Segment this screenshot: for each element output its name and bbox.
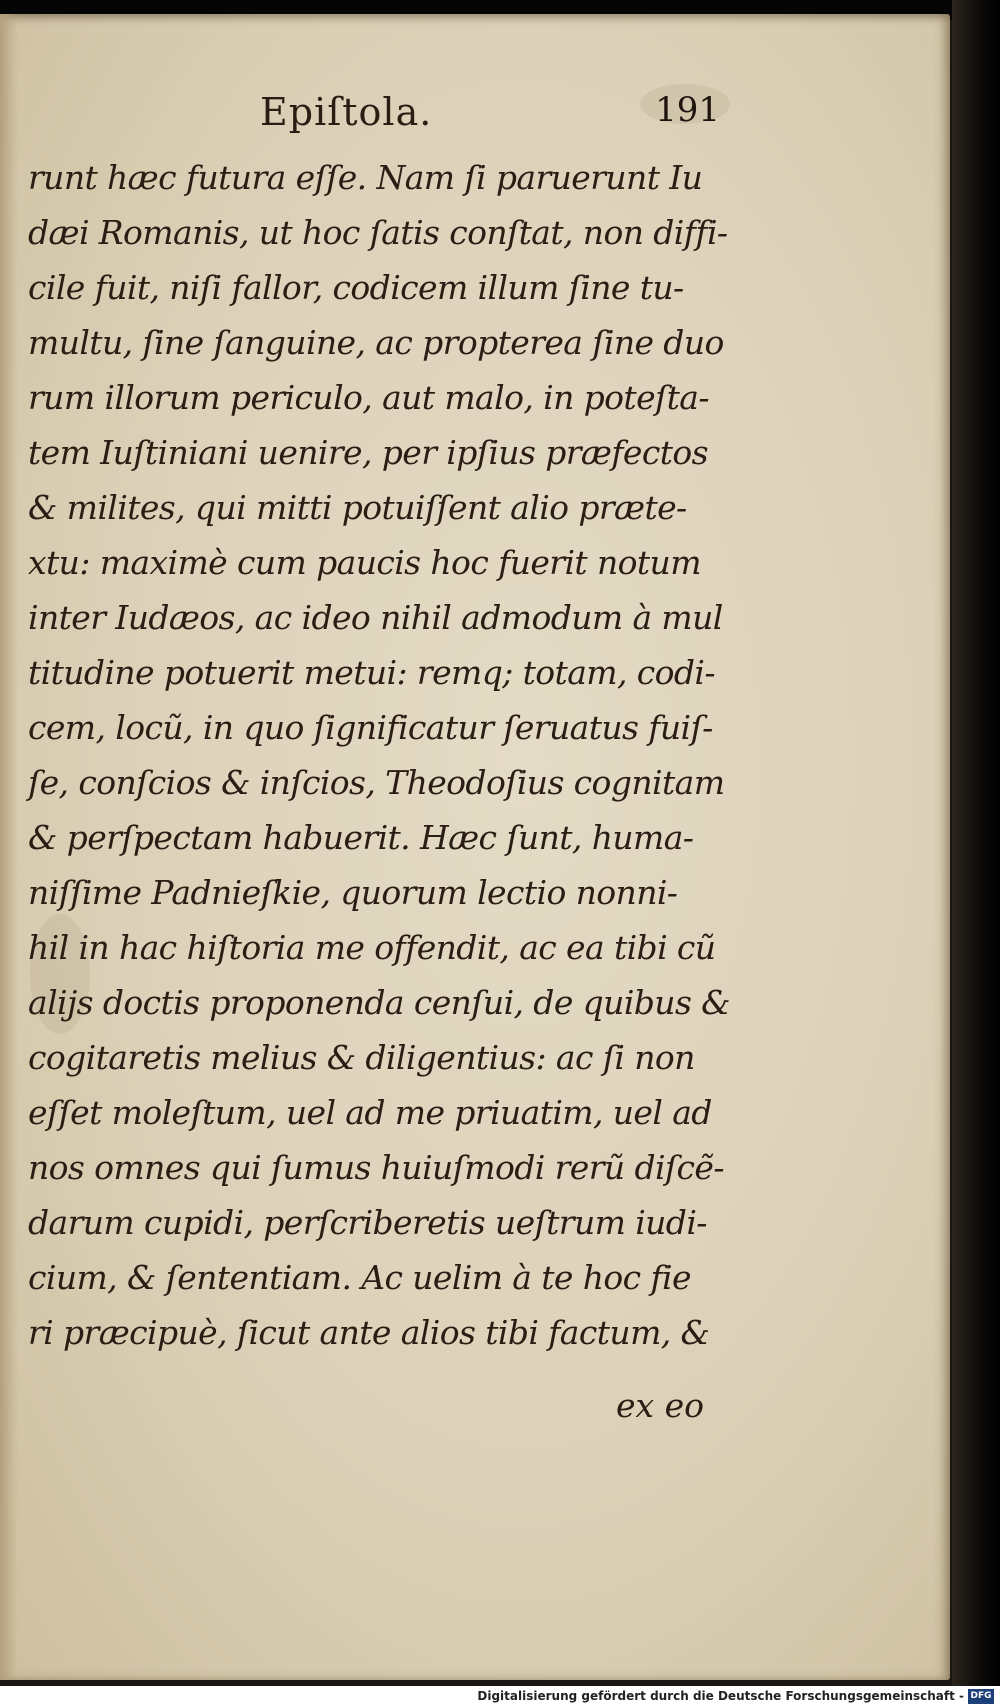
text-line: & milites, qui mitti potuiſſent alio præte- <box>28 488 687 527</box>
catchword: ex eo <box>616 1386 705 1425</box>
text-line: cium, & ſententiam. Ac uelim à te hoc fie <box>28 1258 691 1297</box>
text-line: titudine potuerit metui: remq; totam, codi- <box>28 653 715 692</box>
dfg-logo: DFG <box>968 1689 994 1704</box>
text-line: cile fuit, niſi fallor, codicem illum ſine tu- <box>28 268 684 307</box>
text-line: dæi Romanis, ut hoc ſatis conſtat, non diffi- <box>28 213 728 252</box>
text-line: eſſet moleſtum, uel ad me priuatim, uel ad <box>28 1093 712 1132</box>
book-page <box>0 14 950 1680</box>
text-line: cogitaretis melius & diligentius: ac ſi non <box>28 1038 695 1077</box>
page-number: 191 <box>655 90 720 130</box>
text-line: alijs doctis proponenda cenſui, de quibus & <box>28 983 730 1022</box>
digitization-footer <box>0 1686 1000 1708</box>
page-header <box>260 90 720 150</box>
text-line: & perſpectam habuerit. Hæc ſunt, huma- <box>28 818 694 857</box>
body-text <box>28 150 730 1360</box>
text-line: niſſime Padnieſkie, quorum lectio nonni- <box>28 873 678 912</box>
text-line: nos omnes qui ſumus huiuſmodi rerũ diſcẽ- <box>28 1148 724 1187</box>
text-line: multu, ſine ſanguine, ac propterea ſine duo <box>28 323 724 362</box>
text-line: darum cupidi, perſcriberetis ueſtrum iudi- <box>28 1203 707 1242</box>
text-line: xtu: maximè cum paucis hoc fuerit notum <box>28 543 701 582</box>
text-line: inter Iudæos, ac ideo nihil admodum à mul <box>28 598 723 637</box>
text-line: ri præcipuè, ſicut ante alios tibi factum, & <box>28 1313 710 1352</box>
text-line: hil in hac hiſtoria me offendit, ac ea tibi cũ <box>28 928 716 967</box>
running-title: Epiſtola. <box>260 90 433 134</box>
text-line: cem, locũ, in quo ſignificatur ſeruatus fuiſ- <box>28 708 713 747</box>
text-line: tem Iuſtiniani uenire, per ipſius præfectos <box>28 433 708 472</box>
book-fore-edge <box>952 0 1000 1686</box>
text-line: runt hæc futura eſſe. Nam ſi paruerunt Iu <box>28 158 703 197</box>
text-line: rum illorum periculo, aut malo, in poteſta- <box>28 378 709 417</box>
page-gutter-shadow <box>0 14 18 1680</box>
funding-credit: Digitalisierung gefördert durch die Deutsche Forschungsgemeinschaft - <box>477 1689 964 1703</box>
text-line: ſe, conſcios & inſcios, Theodoſius cognitam <box>28 763 725 802</box>
